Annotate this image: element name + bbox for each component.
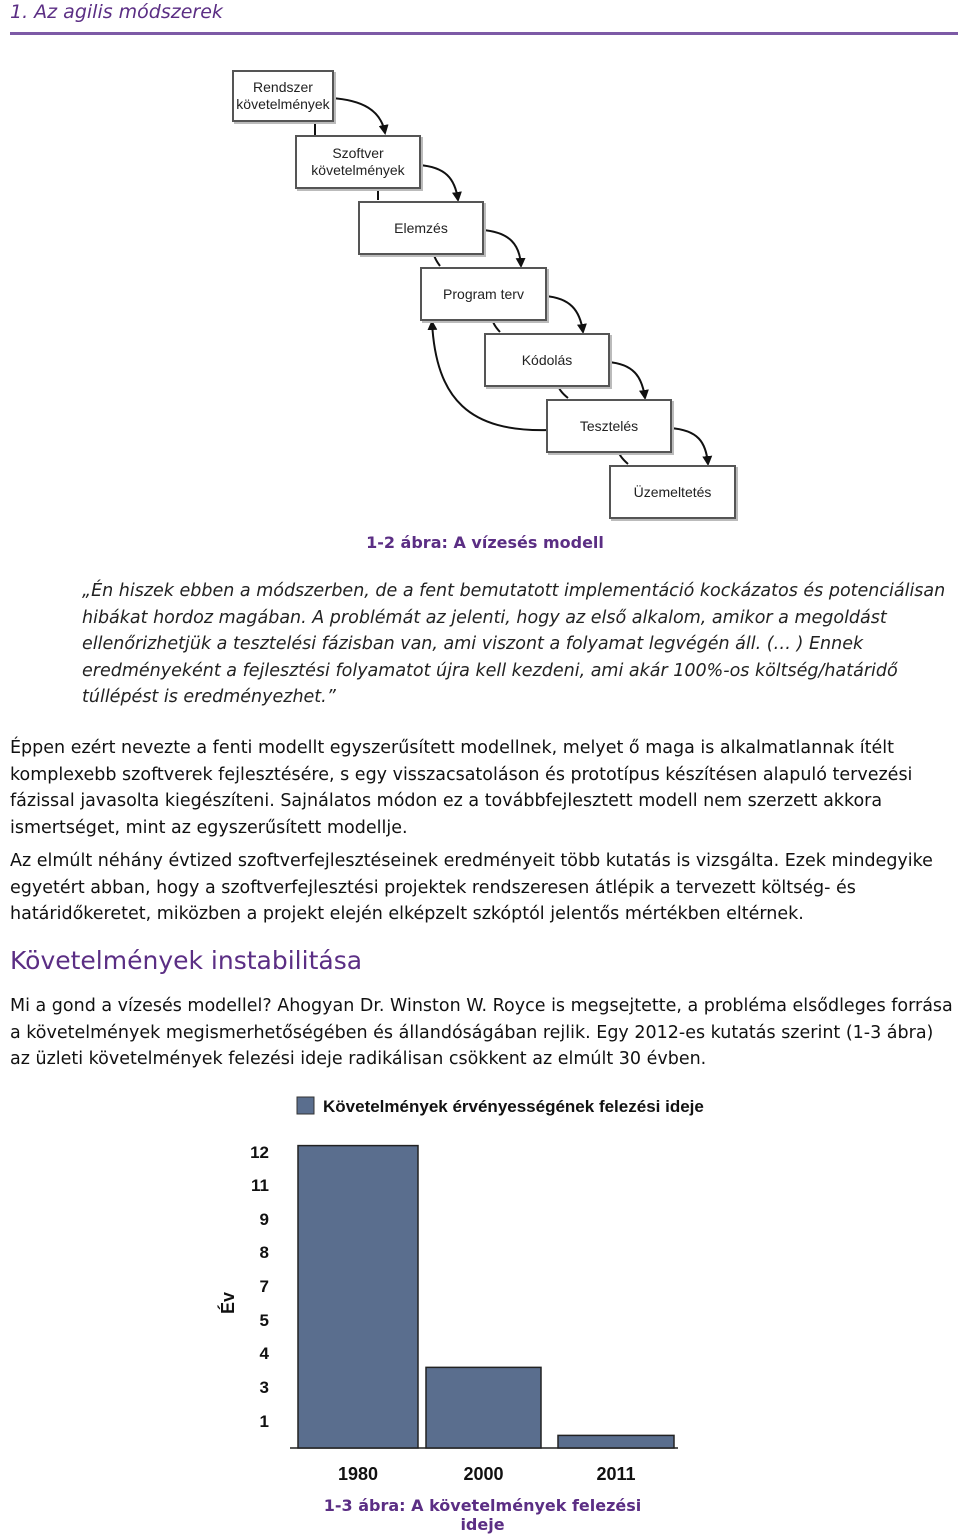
forward-arrow-2 xyxy=(419,165,458,200)
chart-svg xyxy=(0,1085,960,1485)
y-tick-label: 5 xyxy=(259,1311,269,1330)
stage-box: Elemzés xyxy=(358,201,484,255)
paragraph: Mi a gond a vízesés modellel? Ahogyan Dr. Winston W. Royce is megsejtette, a probléma elsődleges forrása a követelmények megismerhetőségében és állandóságában rejlik. Egy 2012-es kutatás szerint (1-3 ábra) az üzleti követelmények felezési ideje radikálisan csökkent az elmúlt 30 évben. xyxy=(10,996,953,1070)
paragraph: Éppen ezért nevezte a fenti modellt egyszerűsített modellnek, melyet ő maga is alkalmatlannak ítélt komplexebb szoftverek fejlesztésére, s egy visszacsatoláson és prototípus készítésen alapuló tervezési fázissal javasolta kiegészíteni. Sajnálatos módon ez a továbbfejlesztett modell nem szerzett akkora ismertséget, mint az egyszerűsített modellje. xyxy=(10,738,913,838)
x-tick-label: 2000 xyxy=(463,1464,504,1484)
forward-arrow-5 xyxy=(608,362,645,398)
forward-arrow-1 xyxy=(331,98,385,133)
y-tick-label: 11 xyxy=(251,1176,269,1195)
section-heading: Követelmények instabilitása xyxy=(10,946,363,975)
y-axis-label: Év xyxy=(218,1291,238,1315)
bar-2011 xyxy=(558,1435,674,1448)
legend-label: Követelmények érvényességének felezési ideje xyxy=(323,1097,704,1116)
y-tick-label: 3 xyxy=(259,1378,269,1397)
forward-arrow-3 xyxy=(482,230,521,266)
paragraph: Az elmúlt néhány évtized szoftverfejlesztéseinek eredményeit több kutatás is vizsgálta. Ezek mindegyike egyetért abban, hogy a szoftverfejlesztési projektek rendszeresen átlépik a tervezett költség- és határidőkeretet, miközben a projekt elején elképzelt szkóptól jelentős mértékben eltérnek. xyxy=(10,851,933,925)
bar-chart xyxy=(0,1085,960,1520)
bar-2000 xyxy=(426,1367,541,1448)
quote-block: „Én hiszek ebben a módszerben, de a fent bemutatott implementáció kockázatos és potenciálisan hibákat hordoz magában. A problémát az jelenti, hogy az első alkalom, amikor a megoldást ellenőrizhetjük a tesztelési fázisban van, ami viszont a folyamat legvégén áll. (… ) Ennek eredményeként a fejlesztési folyamatot újra kell kezdeni, ami akár 100%-os költség/határidő túllépést is eredményezhet.” xyxy=(82,581,946,708)
y-tick-label: 7 xyxy=(259,1277,269,1296)
stage-box: Kódolás xyxy=(484,333,610,387)
stage-box: Tesztelés xyxy=(546,399,672,453)
bar-1980 xyxy=(298,1146,418,1448)
waterfall-diagram xyxy=(0,0,960,540)
stage-box: Rendszer követelmények xyxy=(232,70,334,122)
forward-arrow-6 xyxy=(670,428,708,464)
y-tick-label: 9 xyxy=(259,1210,269,1229)
forward-arrow-4 xyxy=(545,296,583,332)
y-tick-label: 4 xyxy=(259,1344,269,1363)
y-tick-label: 1 xyxy=(259,1412,269,1431)
y-tick-label: 12 xyxy=(250,1143,269,1162)
x-tick-label: 1980 xyxy=(337,1464,379,1484)
page-header-title: 1. Az agilis módszerek xyxy=(10,1,223,23)
stage-box: Szoftver követelmények xyxy=(295,135,421,189)
figure-caption: 1-2 ábra: A vízesés modell xyxy=(366,533,604,552)
x-tick-label: 2011 xyxy=(596,1464,636,1484)
legend-swatch xyxy=(297,1097,314,1114)
y-tick-label: 8 xyxy=(259,1243,269,1262)
chart-caption: 1-3 ábra: A követelmények felezési ideje xyxy=(323,1496,642,1534)
stage-box: Üzemeltetés xyxy=(609,465,736,519)
stage-box: Program terv xyxy=(420,267,547,321)
